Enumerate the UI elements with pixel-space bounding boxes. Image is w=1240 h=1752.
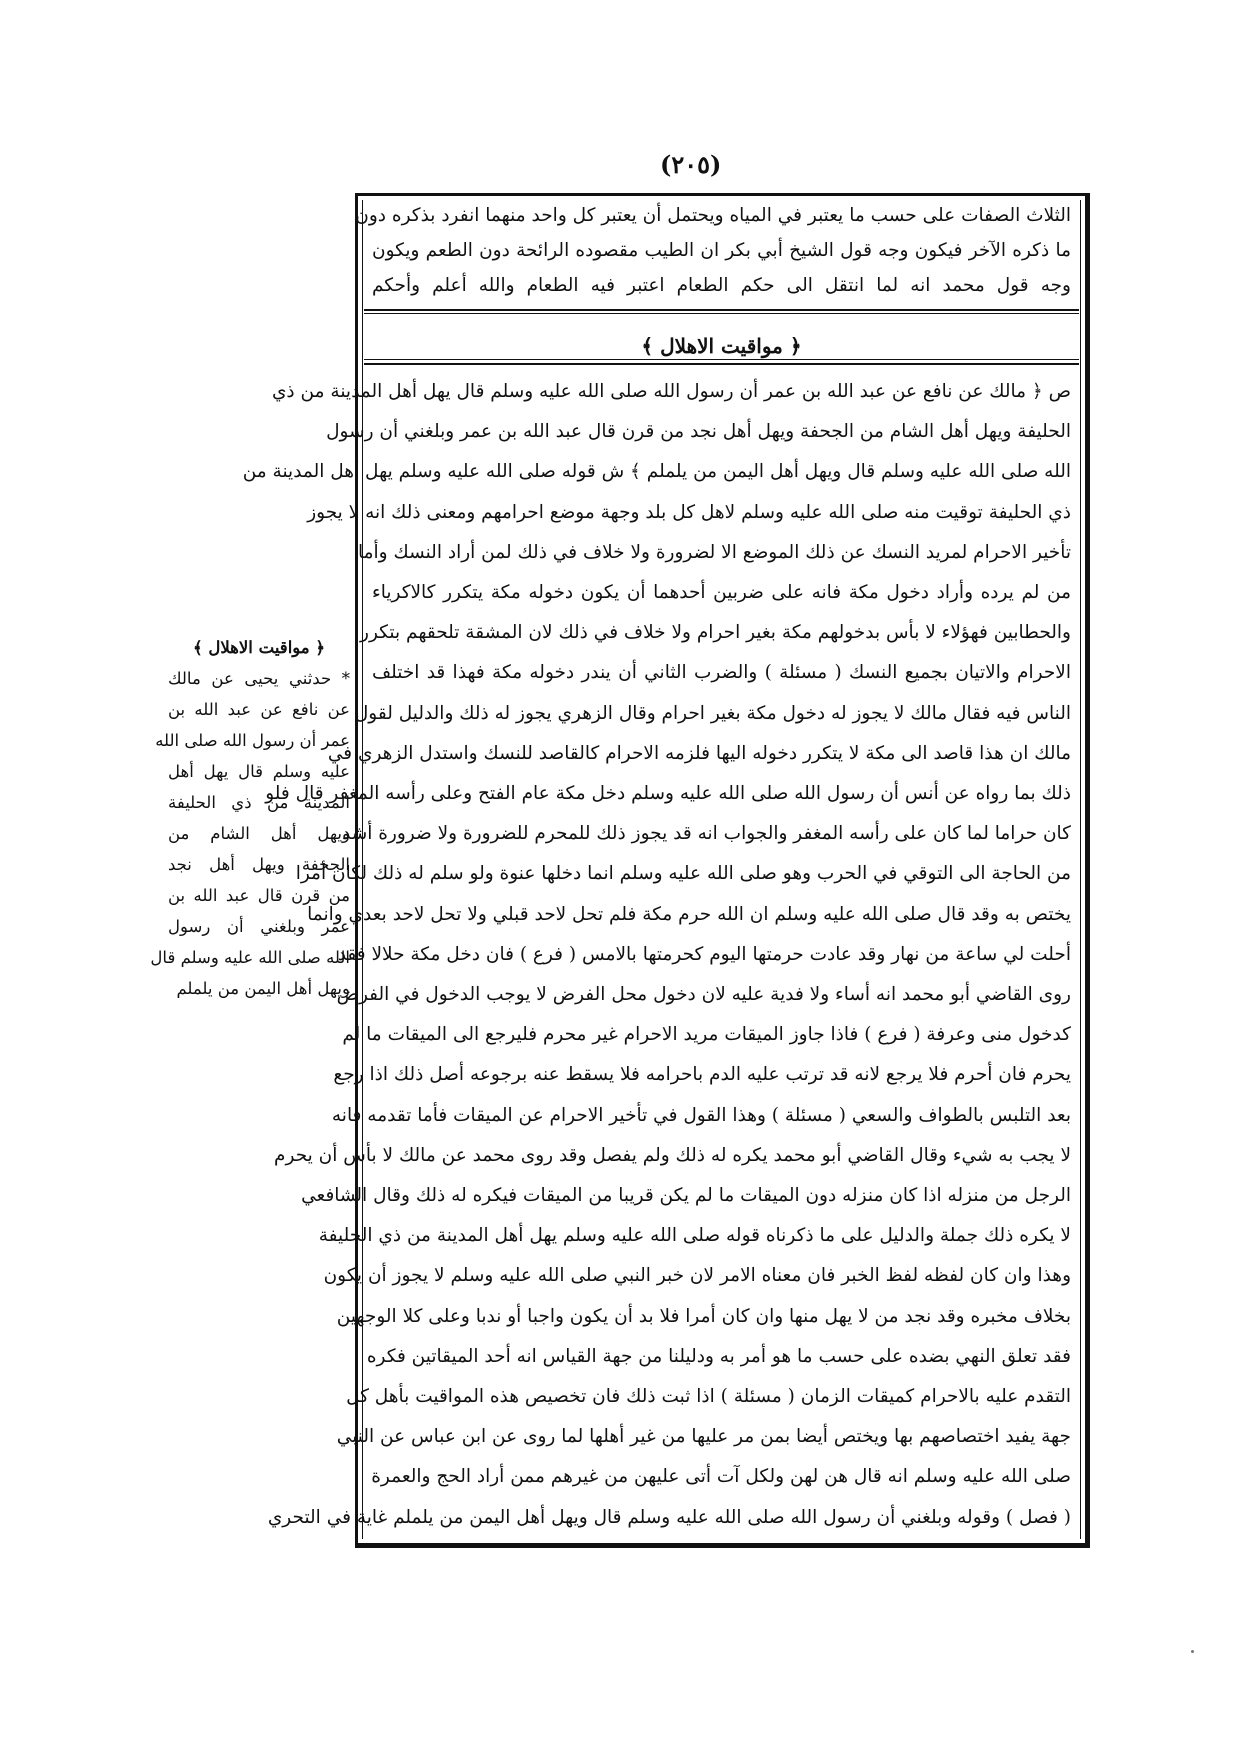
text-line: بعد التلبس بالطواف والسعي ( مسئلة ) وهذا القول في تأخير الاحرام عن الميقات فأما تقدمه فانه: [331, 1104, 1071, 1126]
text-line: كان حراما لما كان على رأسه المغفر والجواب انه قد يجوز ذلك للمحرم للضرورة ولا ضرورة أشد: [341, 823, 1071, 845]
text-line: كدخول منى وعرفة ( فرع ) فاذا جاوز الميقات مريد الاحرام غير محرم فليرجع الى الميقات ما لم: [342, 1024, 1071, 1046]
text-line: يختص به وقد قال صلى الله عليه وسلم ان الله حرم مكة فلم تحل لاحد قبلي ولا تحل لاحد بعدي وانما: [307, 903, 1071, 925]
text-line: الاحرام والاتيان بجميع النسك ( مسئلة ) والضرب الثاني أن يندر دخوله مكة فهذا قد اختلف: [372, 662, 1071, 684]
text-line: الرجل من منزله اذا كان منزله دون الميقات ما لم يكن قريبا من الميقات فيكره له ذلك وقال الشافعي: [301, 1185, 1071, 1206]
sidebar-heading: ﴿ مواقيت الاهلال ﴾: [192, 638, 326, 657]
text-line: الحليفة ويهل أهل الشام من الجحفة ويهل أهل نجد من قرن قال عبد الله بن عمر وبلغني أن رسول: [326, 421, 1071, 443]
text-line: الناس فيه فقال مالك لا يجوز له دخول مكة بغير احرام وقال الزهري يجوز له ذلك والدليل لقول: [354, 702, 1071, 724]
sidebar-line: عمر أن رسول الله صلى الله: [155, 731, 350, 750]
text-line: ( فصل ) وقوله وبلغني أن رسول الله صلى الله عليه وسلم قال ويهل أهل اليمن من يلملم غاية في التحري: [267, 1506, 1071, 1528]
top-line: الثلاث الصفات على حسب ما يعتبر في المياه ويحتمل أن يعتبر كل واحد منهما انفرد بذكره دون: [355, 205, 1071, 226]
text-line: والحطابين فهؤلاء لا بأس بدخولهم مكة بغير احرام ولا خلاف في ذلك لان المشقة تلحقهم بتكرر: [360, 622, 1071, 644]
text-line: أحلت لي ساعة من نهار وقد عادت حرمتها اليوم كحرمتها بالامس ( فرع ) فان دخل مكة حلالا فقد: [337, 943, 1071, 965]
page-number: (٢٠٥): [660, 150, 722, 179]
text-line: تأخير الاحرام لمريد النسك عن ذلك الموضع الا لضرورة ولا خلاف في ذلك لمن أراد النسك وأما: [358, 541, 1071, 563]
sidebar-line: الجحفة ويهل أهل نجد: [168, 855, 350, 874]
divider: [364, 313, 1079, 314]
sidebar-line: عن نافع عن عبد الله بن: [168, 700, 350, 719]
text-line: مالك ان هذا قاصد الى مكة لا يتكرر دخوله اليها فلزمه الاحرام كالقاصد للنسك واستدل الزهري في: [327, 742, 1071, 764]
text-line: ص ﴿ مالك عن نافع عن عبد الله بن عمر أن رسول الله صلى الله عليه وسلم قال يهل أهل المدينة من ذي: [271, 381, 1071, 402]
sidebar-line: ويهل أهل الشام من: [168, 824, 350, 843]
text-line: ذي الحليفة توقيت منه صلى الله عليه وسلم لاهل كل بلد وجهة موضع احرامهم ومعنى ذلك انه لا يجوز: [307, 501, 1071, 523]
divider: [364, 359, 1079, 360]
text-line: الله صلى الله عليه وسلم قال ويهل أهل اليمن من يلملم ﴾ ش قوله صلى الله عليه وسلم يهل أهل المدينة من: [242, 461, 1071, 483]
scan-speck: [1191, 1650, 1194, 1653]
chapter-heading: ﴿ مواقيت الاهلال ﴾: [641, 334, 802, 358]
text-line: روى القاضي أبو محمد انه أساء ولا فدية عليه لان دخول محل الفرض لا يوجب الدخول في الفرض: [336, 984, 1071, 1005]
text-line: التقدم عليه بالاحرام كميقات الزمان ( مسئلة ) اذا ثبت ذلك فان تخصيص هذه المواقيت بأهل كل: [346, 1386, 1071, 1407]
text-line: صلى الله عليه وسلم انه قال هن لهن ولكل آت أتى عليهن من غيرهم ممن أراد الحج والعمرة: [371, 1466, 1071, 1488]
text-line: لا يكره ذلك جملة والدليل على ما ذكرناه قوله صلى الله عليه وسلم يهل أهل المدينة من ذي الحليفة: [318, 1225, 1071, 1247]
sidebar-line: من قرن قال عبد الله بن: [168, 886, 350, 905]
text-line: ذلك بما رواه عن أنس أن رسول الله صلى الله عليه وسلم دخل مكة عام الفتح وعلى رأسه المغفر قال فلو: [265, 783, 1071, 804]
text-line: لا يجب به شيء وقال القاضي أبو محمد يكره له ذلك ولم يفصل وقد روى محمد عن مالك لا بأس أن يحرم: [274, 1144, 1071, 1166]
text-line: من الحاجة الى التوقي في الحرب وهو صلى الله عليه وسلم انما دخلها عنوة ولو سلم له ذلك لكان أمرا: [295, 863, 1071, 885]
top-line: وجه قول محمد انه لما انتقل الى حكم الطعام اعتبر فيه الطعام والله أعلم وأحكم: [372, 275, 1071, 296]
sidebar-line: عمر وبلغني أن رسول: [168, 917, 350, 936]
sidebar-line: الله صلى الله عليه وسلم قال: [150, 948, 350, 967]
text-line: جهة يفيد اختصاصهم بها ويختص أيضا بمن مر عليها من غير أهلها لما روى عن ابن عباس عن النبي: [336, 1426, 1071, 1448]
divider: [364, 309, 1079, 311]
divider: [364, 363, 1079, 365]
text-line: من لم يرده وأراد دخول مكة فانه على ضربين أحدهما أن يكون دخوله مكة يتكرر كالاكرياء: [372, 582, 1071, 603]
text-line: يحرم فان أحرم فلا يرجع لانه قد ترتب عليه الدم باحرامه فلا يسقط عنه برجوعه أصل ذلك اذا رجع: [333, 1064, 1071, 1086]
text-line: فقد تعلق النهي بضده على حسب ما هو أمر به ودليلنا من جهة القياس انه أحد الميقاتين فكره: [366, 1345, 1071, 1367]
sidebar-line: عليه وسلم قال يهل أهل: [168, 762, 350, 781]
text-line: وهذا وان كان لفظه لفظ الخبر فان معناه الامر لان خبر النبي صلى الله عليه وسلم لا يجوز أن يكون: [323, 1265, 1071, 1287]
margin-commentary: [150, 632, 350, 1004]
sidebar-line: * حدثني يحيى عن مالك: [168, 669, 350, 688]
top-line: ما ذكره الآخر فيكون وجه قول الشيخ أبي بكر ان الطيب مقصوده الرائحة دون الطعم ويكون: [372, 240, 1071, 261]
sidebar-line: ويهل أهل اليمن من يلملم: [176, 979, 350, 998]
text-line: بخلاف مخبره وقد نجد من لا يهل منها وان كان أمرا فلا بد أن يكون واجبا أو ندبا وعلى كلا الوجهين: [336, 1305, 1071, 1327]
sidebar-line: المدينة من ذي الحليفة: [168, 793, 350, 812]
